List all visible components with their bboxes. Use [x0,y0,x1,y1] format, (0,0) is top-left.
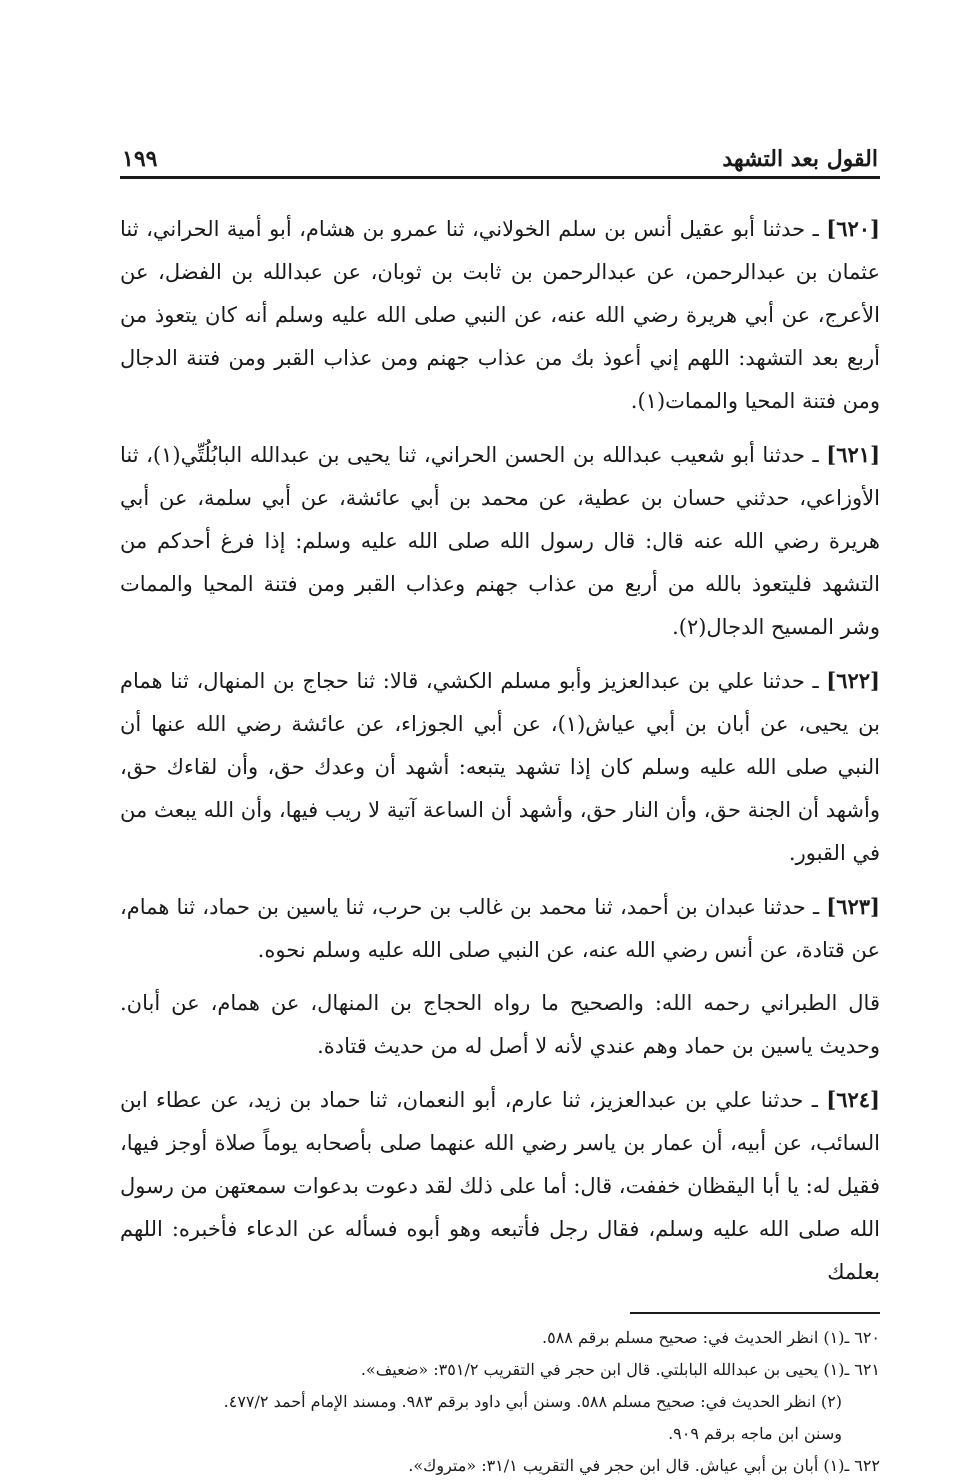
chapter-title: القول بعد التشهد [722,146,878,172]
footnote: ٦٢٠ ـ(١) انظر الحديث في: صحيح مسلم برقم ٥٨٨. [542,1328,880,1347]
tabarani-comment [120,982,880,1068]
hadith-text: ـ حدثنا أبو شعيب عبدالله بن الحسن الحراني، ثنا يحيى بن عبدالله البابُلُتِّي(١)، ثنا الأوزاعي، حدثني حسان بن عطية، عن محمد بن أبي عائشة، عن أبي سلمة، عن أبي هريرة رضي الله عنه قال: قال رسول الله صلى الله عليه وسلم: إذا فرغ أحدكم من التشهد فليتعوذ بالله من أربع من عذاب جهنم وعذاب القبر ومن فتنة المحيا والممات وشر المسيح الدجال(٢). [120,443,880,639]
hadith-number: [٦٢٢] [826,668,880,693]
comment-text: قال الطبراني رحمه الله: والصحيح ما رواه الحجاج بن المنهال، عن همام، عن أبان. وحديث ياسين بن حماد وهم عندي لأنه لا أصل له من حديث قتادة. [120,991,880,1058]
hadith-number: [٦٢٤] [826,1087,880,1112]
hadith-text: ـ حدثنا أبو عقيل أنس بن سلم الخولاني، ثنا عمرو بن هشام، أبو أمية الحراني، ثنا عثمان بن عبدالرحمن، عن عبدالرحمن بن ثابت بن ثوبان، عن عبدالله بن الفضل، عن الأعرج، عن أبي هريرة رضي الله عنه، عن النبي صلى الله عليه وسلم أنه كان يتعوذ من أربع بعد التشهد: اللهم إني أعوذ بك من عذاب جهنم ومن عذاب القبر ومن فتنة الدجال ومن فتنة المحيا والممات(١). [120,217,880,413]
hadith-number: [٦٢٠] [826,216,880,241]
main-text [120,207,880,1294]
hadith-number: [٦٢١] [826,442,880,467]
hadith-text: ـ حدثنا علي بن عبدالعزيز وأبو مسلم الكشي، قالا: ثنا حجاج بن المنهال، ثنا همام بن يحيى، عن أبان بن أبي عياش(١)، عن أبي الجوزاء، عن عائشة رضي الله عنها أن النبي صلى الله عليه وسلم كان إذا تشهد يتبعه: أشهد أن وعدك حق، وأن لقاءك حق، وأشهد أن الجنة حق، وأن النار حق، وأشهد أن الساعة آتية لا ريب فيها، وأن الله يبعث من في القبور. [120,669,880,865]
hadith-text: ـ حدثنا عبدان بن أحمد، ثنا محمد بن غالب بن حرب، ثنا ياسين بن حماد، ثنا همام، عن قتادة، عن أنس رضي الله عنه، عن النبي صلى الله عليه وسلم نحوه. [120,895,880,962]
footnotes [120,1312,880,1482]
page-number: ١٩٩ [122,146,158,172]
footnote: ٦٢١ ـ(١) يحيى بن عبدالله البابلتي. قال ابن حجر في التقريب ٣٥١/٢: «ضعيف». [360,1360,880,1379]
hadith-number: [٦٢٣] [826,894,880,919]
hadith-623 [120,885,880,972]
hadith-621 [120,433,880,649]
running-header [120,130,880,179]
book-page [120,130,880,1482]
hadith-624 [120,1078,880,1294]
footnote-divider [630,1312,880,1314]
footnote: (٢) انظر الحديث في: صحيح مسلم ٥٨٨. وسنن أبي داود برقم ٩٨٣. ومسند الإمام أحمد ٤٧٧/٢. [223,1392,842,1411]
footnote: ٦٢٢ ـ(١) أبان بن أبي عياش. قال ابن حجر في التقريب ٣١/١: «متروك». [408,1456,880,1475]
hadith-622 [120,659,880,875]
hadith-620 [120,207,880,423]
hadith-text: ـ حدثنا علي بن عبدالعزيز، ثنا عارم، أبو النعمان، ثنا حماد بن زيد، عن عطاء ابن السائب، عن أبيه، أن عمار بن ياسر رضي الله عنهما صلى بأصحابه يوماً صلاة أوجز فيها، فقيل له: يا أبا اليقظان خففت، قال: أما على ذلك لقد دعوت بدعوات سمعتهن من رسول الله صلى الله عليه وسلم، فقال رجل فأتبعه وهو أبوه فسأله عن الدعاء فأخبره: اللهم بعلمك [120,1088,880,1284]
footnote-continuation: وسنن ابن ماجه برقم ٩٠٩. [668,1424,842,1443]
